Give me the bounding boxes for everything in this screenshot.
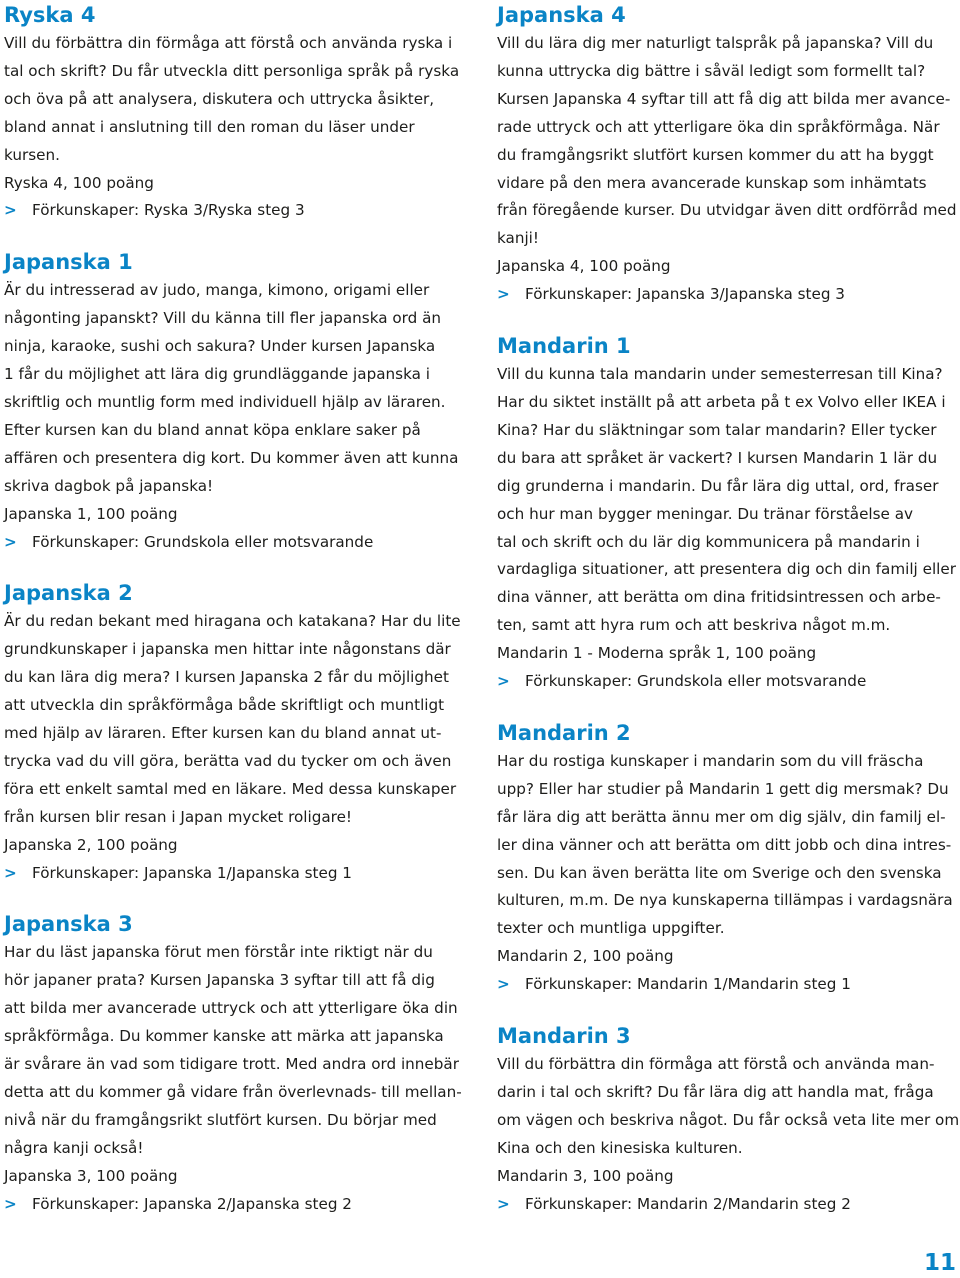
- description-line: grundkunskaper i japanska men hittar inte någonstans där: [4, 640, 451, 659]
- description-line: rade uttryck och att ytterligare öka din språkförmåga. När: [497, 117, 940, 136]
- description-line: du framgångsrikt slutfört kursen kommer du att ha byggt: [497, 145, 934, 164]
- prerequisites-text: Förkunskaper: Grundskola eller motsvarande: [525, 672, 867, 691]
- description-line: att utveckla din språkförmåga både skriftligt och muntligt: [4, 696, 445, 715]
- description-line: någonting japanskt? Vill du känna till fler japanska ord än: [4, 309, 442, 328]
- right-column: [497, 0, 960, 1219]
- page-number: 11: [923, 1250, 956, 1276]
- description-line: tal och skrift? Du får utveckla ditt personliga språk på ryska: [4, 61, 460, 80]
- description-line: kanji!: [497, 229, 539, 248]
- arrow-icon: >: [497, 1194, 510, 1213]
- course-description: [4, 608, 470, 831]
- description-line: Vill du kunna tala mandarin under semesterresan till Kina?: [497, 365, 943, 384]
- course-title: Japanska 1: [4, 250, 133, 275]
- description-line: ler dina vänner och att berätta om ditt jobb och dina intres-: [497, 835, 952, 854]
- course-prerequisites: [497, 971, 957, 999]
- description-line: några kanji också!: [4, 1138, 144, 1157]
- course-mandarin-2: [497, 718, 957, 999]
- prerequisites-text: Förkunskaper: Mandarin 1/Mandarin steg 1: [525, 975, 851, 994]
- course-title: Mandarin 3: [497, 1024, 631, 1049]
- description-line: du bara att språket är vackert? I kursen Mandarin 1 lär du: [497, 448, 938, 467]
- description-line: Har du siktet inställt på att arbeta på t ex Volvo eller IKEA i: [497, 392, 946, 411]
- prerequisites-text: Förkunskaper: Japanska 1/Japanska steg 1: [32, 863, 352, 882]
- arrow-icon: >: [4, 1194, 17, 1213]
- description-line: från kursen blir resan i Japan mycket roligare!: [4, 807, 353, 826]
- course-points: Japanska 3, 100 poäng: [4, 1166, 178, 1185]
- prerequisites-text: Förkunskaper: Grundskola eller motsvarande: [32, 532, 374, 551]
- course-japanska-1: [4, 247, 470, 556]
- course-title: Japanska 3: [4, 912, 133, 937]
- course-points: Japanska 4, 100 poäng: [497, 257, 671, 276]
- description-line: upp? Eller har studier på Mandarin 1 gett dig mersmak? Du: [497, 779, 949, 798]
- course-prerequisites: [4, 529, 470, 557]
- description-line: dina vänner, att berätta om dina fritidsintressen och arbe-: [497, 588, 941, 607]
- arrow-icon: >: [497, 285, 510, 304]
- course-japanska-2: [4, 578, 470, 887]
- description-line: vardagliga situationer, att presentera dig och din familj eller: [497, 560, 956, 579]
- description-line: föra ett enkelt samtal med en läkare. Med dessa kunskaper: [4, 779, 457, 798]
- course-japanska-3: [4, 909, 470, 1218]
- description-line: Har du läst japanska förut men förstår inte riktigt när du: [4, 943, 433, 962]
- course-prerequisites: [4, 860, 470, 888]
- description-line: med hjälp av läraren. Efter kursen kan du bland annat ut-: [4, 724, 442, 743]
- course-points: Mandarin 2, 100 poäng: [497, 947, 674, 966]
- course-points: Japanska 1, 100 poäng: [4, 504, 178, 523]
- description-line: vidare på den mera avancerade kunskap som inhämtats: [497, 173, 927, 192]
- course-ryska-4: [4, 0, 470, 225]
- description-line: texter och muntliga uppgifter.: [497, 919, 725, 938]
- description-line: kunna uttrycka dig bättre i såväl ledigt som formellt tal?: [497, 61, 926, 80]
- course-prerequisites: [4, 197, 470, 225]
- description-line: Kina och den kinesiska kulturen.: [497, 1138, 743, 1157]
- description-line: skriva dagbok på japanska!: [4, 476, 214, 495]
- course-prerequisites: [4, 1191, 470, 1219]
- description-line: Vill du förbättra din förmåga att förstå och använda ryska i: [4, 34, 453, 52]
- course-description: [497, 748, 957, 943]
- left-column: [4, 0, 470, 1219]
- prerequisites-text: Förkunskaper: Ryska 3/Ryska steg 3: [32, 201, 305, 220]
- course-points: Mandarin 3, 100 poäng: [497, 1166, 674, 1185]
- description-line: skriftlig och muntlig form med individuell hjälp av läraren.: [4, 392, 446, 411]
- description-line: och öva på att analysera, diskutera och uttrycka åsikter,: [4, 89, 435, 108]
- description-line: darin i tal och skrift? Du får lära dig att handla mat, fråga: [497, 1083, 934, 1101]
- course-description: [497, 1051, 960, 1163]
- arrow-icon: >: [4, 863, 17, 882]
- description-line: om vägen och beskriva något. Du får också veta lite mer om: [497, 1110, 960, 1129]
- description-line: Kina? Har du släktningar som talar mandarin? Eller tycker: [497, 420, 937, 439]
- description-line: tal och skrift och du lär dig kommunicera på mandarin i: [497, 532, 920, 551]
- description-line: att bilda mer avancerade uttryck och att ytterligare öka din: [4, 999, 458, 1018]
- prerequisites-text: Förkunskaper: Mandarin 2/Mandarin steg 2: [525, 1194, 851, 1213]
- description-line: detta att du kommer gå vidare från överlevnads- till mellan-: [4, 1083, 462, 1101]
- description-line: Är du redan bekant med hiragana och katakana? Har du lite: [4, 612, 461, 631]
- description-line: Har du rostiga kunskaper i mandarin som du vill fräscha: [497, 751, 924, 770]
- course-description: [4, 30, 470, 170]
- description-line: sen. Du kan även berätta lite om Sverige och den svenska: [497, 863, 942, 882]
- description-line: Vill du lära dig mer naturligt talspråk på japanska? Vill du: [497, 34, 934, 52]
- arrow-icon: >: [497, 672, 510, 691]
- course-points: Mandarin 1 - Moderna språk 1, 100 poäng: [497, 644, 817, 663]
- description-line: dig grunderna i mandarin. Du får lära dig uttal, ord, fraser: [497, 476, 939, 495]
- course-description: [497, 30, 957, 253]
- course-prerequisites: [497, 1191, 957, 1219]
- course-points: Japanska 2, 100 poäng: [4, 835, 178, 854]
- prerequisites-text: Förkunskaper: Japanska 3/Japanska steg 3: [525, 285, 845, 304]
- arrow-icon: >: [497, 975, 510, 994]
- description-line: är svårare än vad som tidigare trott. Med andra ord innebär: [4, 1055, 459, 1074]
- course-description: [4, 939, 470, 1162]
- course-japanska-4: [497, 0, 957, 309]
- course-points: Ryska 4, 100 poäng: [4, 173, 154, 192]
- description-line: från föregående kurser. Du utvidgar även ditt ordförråd med: [497, 201, 957, 220]
- description-line: Efter kursen kan du bland annat köpa enklare saker på: [4, 420, 421, 439]
- arrow-icon: >: [4, 532, 17, 551]
- description-line: nivå när du framgångsrikt slutfört kursen. Du börjar med: [4, 1110, 437, 1129]
- description-line: får lära dig att berätta ännu mer om dig själv, din familj el-: [497, 807, 946, 826]
- description-line: trycka vad du vill göra, berätta vad du tycker om och även: [4, 751, 452, 770]
- course-title: Mandarin 1: [497, 334, 631, 359]
- description-line: Kursen Japanska 4 syftar till att få dig att bilda mer avance-: [497, 89, 951, 108]
- course-mandarin-3: [497, 1021, 960, 1218]
- description-line: ten, samt att hyra rum och att beskriva något m.m.: [497, 616, 891, 635]
- description-line: Vill du förbättra din förmåga att förstå och använda man-: [497, 1055, 935, 1074]
- description-line: kursen.: [4, 145, 60, 164]
- description-line: Är du intresserad av judo, manga, kimono, origami eller: [4, 281, 430, 300]
- description-line: bland annat i anslutning till den roman du läser under: [4, 117, 415, 136]
- course-title: Japanska 2: [4, 581, 133, 606]
- description-line: ninja, karaoke, sushi och sakura? Under kursen Japanska: [4, 337, 436, 356]
- course-description: [497, 361, 957, 640]
- description-line: 1 får du möjlighet att lära dig grundläggande japanska i: [4, 365, 430, 384]
- course-prerequisites: [497, 668, 957, 696]
- course-description: [4, 277, 470, 500]
- description-line: språkförmåga. Du kommer kanske att märka att japanska: [4, 1027, 444, 1046]
- prerequisites-text: Förkunskaper: Japanska 2/Japanska steg 2: [32, 1194, 352, 1213]
- arrow-icon: >: [4, 201, 17, 220]
- course-prerequisites: [497, 281, 957, 309]
- course-title: Japanska 4: [497, 3, 626, 27]
- description-line: affären och presentera dig kort. Du kommer även att kunna: [4, 448, 459, 467]
- course-mandarin-1: [497, 331, 957, 696]
- description-line: kulturen, m.m. De nya kunskaperna tillämpas i vardagsnära: [497, 891, 953, 910]
- description-line: du kan lära dig mera? I kursen Japanska 2 får du möjlighet: [4, 668, 449, 687]
- course-title: Ryska 4: [4, 3, 96, 27]
- description-line: och hur man bygger meningar. Du tränar förståelse av: [497, 504, 914, 523]
- description-line: hör japaner prata? Kursen Japanska 3 syftar till att få dig: [4, 971, 435, 990]
- course-title: Mandarin 2: [497, 720, 631, 745]
